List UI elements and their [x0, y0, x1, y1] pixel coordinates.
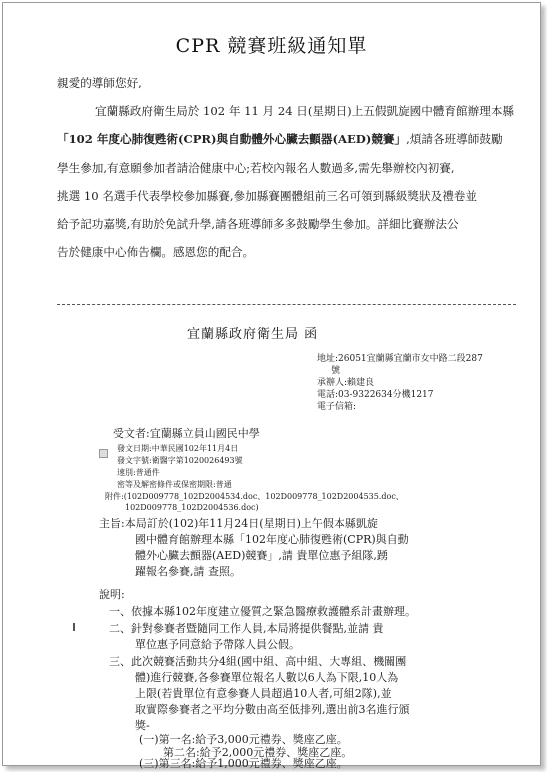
address: 地址:26051宜蘭縣宜蘭市女中路二段287: [317, 354, 483, 364]
delivery-speed: 速別:普通件: [117, 468, 160, 477]
attachments-line-2: 102D009778_102D2004536.doc): [125, 503, 259, 512]
greeting: 親愛的導師您好,: [57, 76, 142, 90]
body-line-1: 宜蘭縣政府衛生局於 102 年 11 月 24 日(星期日)上五假凱旋國中體育館辦理本縣: [95, 104, 515, 118]
explanation-label: 說明:: [99, 588, 125, 601]
margin-mark: [73, 623, 75, 631]
binding-mark: [99, 449, 108, 458]
issue-number: 發文字號:衛醫字第1020026493號: [117, 456, 243, 465]
prize-2: 第二名:給予2,000元禮券、獎座乙座。: [163, 746, 353, 759]
body-line-3: 學生參加,有意願參加者請洽健康中心;若校內報名人數過多,需先舉辦校內初賽,: [57, 161, 455, 175]
item-3: 三、此次競賽活動共分4組(國中組、高中組、大專組、機關團: [109, 655, 407, 668]
agency-header: 宜蘭縣政府衛生局 函: [187, 327, 319, 342]
body-line-2-tail: ,煩請各班導師鼓勵: [406, 132, 503, 146]
item-2-cont: 單位惠予同意給予帶隊人員公假。: [135, 638, 300, 651]
body-line-6: 告於健康中心佈告欄。感恩您的配合。: [57, 245, 255, 259]
issue-date: 發文日期:中華民國102年11月4日: [117, 444, 239, 453]
body-line-4: 挑選 10 名選手代表學校參加縣賽,參加縣賽團體組前三名可領到縣級獎狀及禮卷並: [57, 189, 477, 203]
body-line-2: [57, 131, 503, 147]
attachments-line-1: 附件:(102D009778_102D2004534.doc、102D009778_102D2004535.doc、: [105, 492, 404, 501]
prize-3: (三)第三名:給予1,000元禮券、獎座乙座。: [139, 757, 348, 770]
secrecy-level: 密等及解密條件或保密期限:普通: [117, 480, 232, 489]
competition-name: 「102 年度心肺復甦術(CPR)與自動體外心臟去顫器(AED)競賽」: [57, 132, 407, 146]
phone: 電話:03-9322634分機1217: [317, 390, 434, 400]
subject-line-4: 躍報名參賽,請 查照。: [135, 565, 241, 578]
item-3-cont-3: 取實際參賽者之平均分數由高至低排列,選出前3名進行頒: [135, 703, 410, 716]
item-3-cont-2: 上限(若貴單位有意參賽人員超過10人者,可組2隊),並: [135, 687, 392, 700]
notice-title: CPR 競賽班級通知單: [175, 35, 368, 57]
email: 電子信箱:: [317, 402, 357, 412]
item-3-cont-4: 獎-: [135, 719, 150, 732]
address-cont: 號: [331, 366, 341, 376]
recipient: 受文者:宜蘭縣立員山國民中學: [113, 427, 260, 440]
subject-line-1: 主旨:本局訂於(102)年11月24日(星期日)上午假本縣凱旋: [99, 517, 378, 530]
subject-line-3: 體外心臟去顫器(AED)競賽」,請 貴單位惠予組隊,踴: [135, 549, 388, 562]
subject-line-2: 國中體育館辦理本縣「102年度心肺復甦術(CPR)與自動: [135, 533, 409, 546]
divider-line: [57, 304, 516, 305]
item-1: 一、依據本縣102年度建立優質之緊急醫療救護體系計畫辦理。: [109, 605, 416, 618]
item-2: 二、針對參賽者暨隨同工作人員,本局將提供餐點,並請 貴: [109, 622, 384, 635]
item-3-cont-1: 體)進行競賽,各參賽單位報名人數以6人為下限,10人為: [135, 671, 399, 684]
contact-person: 承辦人:賴建良: [317, 378, 375, 388]
document-page: [2, 2, 541, 770]
prize-1: (一)第一名:給予3,000元禮券、獎座乙座。: [139, 733, 348, 746]
body-line-5: 給予記功嘉獎,有助於免試升學,請各班導師多多鼓勵學生參加。詳細比賽辦法公: [57, 217, 459, 231]
